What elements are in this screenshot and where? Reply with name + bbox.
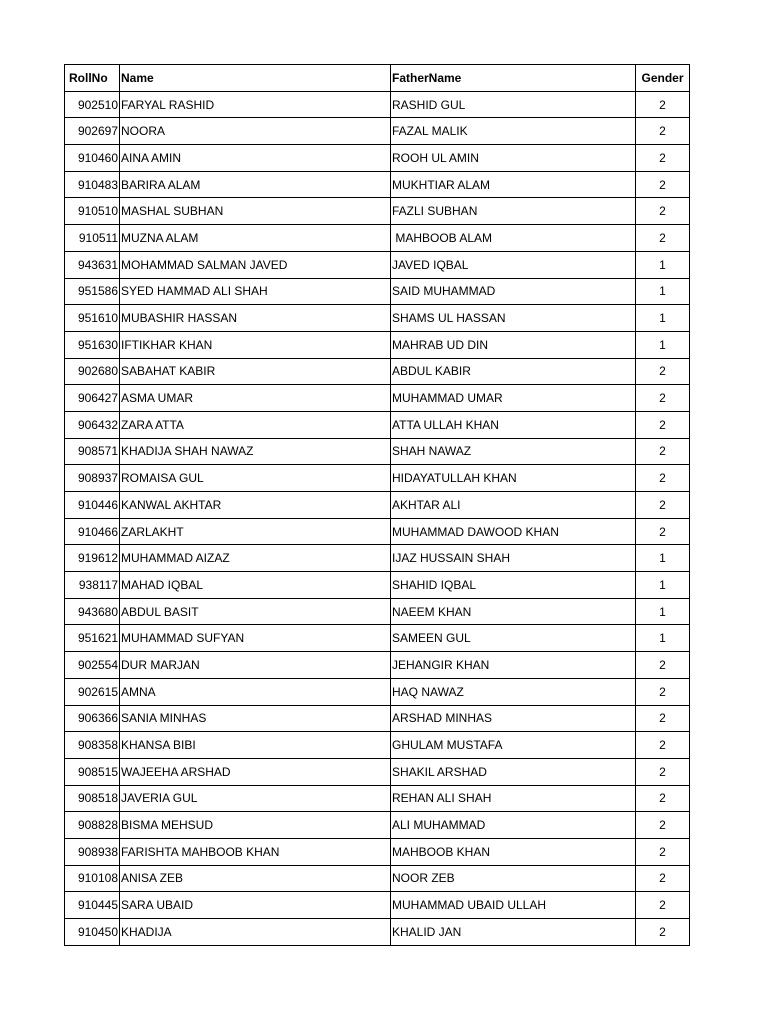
fathername-cell: NOOR ZEB [391, 865, 636, 892]
fathername-cell: ALI MUHAMMAD [391, 812, 636, 839]
fathername-cell: SHAH NAWAZ [391, 438, 636, 465]
table-row [65, 465, 690, 492]
name-header: Name [120, 65, 391, 92]
table-row [65, 225, 690, 252]
gender-cell: 2 [636, 91, 690, 118]
gender-cell: 2 [636, 465, 690, 492]
table-row [65, 438, 690, 465]
gender-cell: 1 [636, 278, 690, 305]
student-table [64, 64, 690, 946]
rollno-cell: 938117 [65, 572, 120, 599]
fathername-cell: JAVED IQBAL [391, 251, 636, 278]
rollno-cell: 902697 [65, 118, 120, 145]
rollno-cell: 908937 [65, 465, 120, 492]
table-row [65, 385, 690, 412]
table-row [65, 598, 690, 625]
fathername-cell: MAHBOOB ALAM [391, 225, 636, 252]
gender-cell: 2 [636, 518, 690, 545]
gender-cell: 2 [636, 785, 690, 812]
fathername-cell: MUHAMMAD UBAID ULLAH [391, 892, 636, 919]
name-cell: ANISA ZEB [120, 865, 391, 892]
gender-cell: 1 [636, 331, 690, 358]
table-row [65, 678, 690, 705]
fathername-cell: ARSHAD MINHAS [391, 705, 636, 732]
rollno-cell: 902554 [65, 652, 120, 679]
table-row [65, 705, 690, 732]
rollno-cell: 906432 [65, 411, 120, 438]
gender-cell: 1 [636, 625, 690, 652]
fathername-cell: HIDAYATULLAH KHAN [391, 465, 636, 492]
table-row [65, 171, 690, 198]
name-cell: BISMA MEHSUD [120, 812, 391, 839]
name-cell: MASHAL SUBHAN [120, 198, 391, 225]
fathername-cell: MUHAMMAD UMAR [391, 385, 636, 412]
gender-cell: 2 [636, 385, 690, 412]
table-row [65, 198, 690, 225]
table-row [65, 411, 690, 438]
name-cell: BARIRA ALAM [120, 171, 391, 198]
gender-cell: 2 [636, 438, 690, 465]
table-row [65, 892, 690, 919]
gender-cell: 1 [636, 251, 690, 278]
fathername-cell: ATTA ULLAH KHAN [391, 411, 636, 438]
gender-cell: 2 [636, 838, 690, 865]
rollno-cell: 908515 [65, 758, 120, 785]
fathername-cell: MUKHTIAR ALAM [391, 171, 636, 198]
rollno-cell: 908938 [65, 838, 120, 865]
name-cell: ZARA ATTA [120, 411, 391, 438]
name-cell: AINA AMIN [120, 145, 391, 172]
table-row [65, 91, 690, 118]
table-row [65, 518, 690, 545]
rollno-cell: 910460 [65, 145, 120, 172]
fathername-cell: FAZLI SUBHAN [391, 198, 636, 225]
gender-cell: 1 [636, 598, 690, 625]
fathername-cell: GHULAM MUSTAFA [391, 732, 636, 759]
rollno-cell: 943631 [65, 251, 120, 278]
fathername-cell: REHAN ALI SHAH [391, 785, 636, 812]
gender-cell: 2 [636, 145, 690, 172]
name-cell: FARISHTA MAHBOOB KHAN [120, 838, 391, 865]
gender-cell: 2 [636, 705, 690, 732]
table-row [65, 838, 690, 865]
rollno-cell: 910511 [65, 225, 120, 252]
fathername-cell: IJAZ HUSSAIN SHAH [391, 545, 636, 572]
gender-cell: 2 [636, 411, 690, 438]
table-row [65, 919, 690, 946]
name-cell: AMNA [120, 678, 391, 705]
gender-cell: 1 [636, 572, 690, 599]
table-row [65, 145, 690, 172]
rollno-cell: 919612 [65, 545, 120, 572]
gender-cell: 2 [636, 919, 690, 946]
rollno-header: RollNo [65, 65, 120, 92]
fathername-cell: SAID MUHAMMAD [391, 278, 636, 305]
name-cell: ASMA UMAR [120, 385, 391, 412]
name-cell: KHADIJA [120, 919, 391, 946]
gender-cell: 2 [636, 758, 690, 785]
gender-cell: 2 [636, 118, 690, 145]
name-cell: MUHAMMAD AIZAZ [120, 545, 391, 572]
table-row [65, 545, 690, 572]
fathername-header: FatherName [391, 65, 636, 92]
fathername-cell: ABDUL KABIR [391, 358, 636, 385]
rollno-cell: 906366 [65, 705, 120, 732]
rollno-cell: 951586 [65, 278, 120, 305]
name-cell: MUZNA ALAM [120, 225, 391, 252]
fathername-cell: NAEEM KHAN [391, 598, 636, 625]
table-row [65, 625, 690, 652]
table-row [65, 278, 690, 305]
table-row [65, 492, 690, 519]
name-cell: DUR MARJAN [120, 652, 391, 679]
fathername-cell: SAMEEN GUL [391, 625, 636, 652]
gender-cell: 2 [636, 652, 690, 679]
rollno-cell: 943680 [65, 598, 120, 625]
gender-cell: 2 [636, 732, 690, 759]
name-cell: ZARLAKHT [120, 518, 391, 545]
table-row [65, 251, 690, 278]
name-cell: WAJEEHA ARSHAD [120, 758, 391, 785]
gender-cell: 1 [636, 305, 690, 332]
rollno-cell: 951610 [65, 305, 120, 332]
fathername-cell: FAZAL MALIK [391, 118, 636, 145]
gender-cell: 2 [636, 358, 690, 385]
table-header-row [65, 65, 690, 92]
name-cell: ROMAISA GUL [120, 465, 391, 492]
gender-cell: 1 [636, 545, 690, 572]
rollno-cell: 951630 [65, 331, 120, 358]
fathername-cell: MUHAMMAD DAWOOD KHAN [391, 518, 636, 545]
name-cell: FARYAL RASHID [120, 91, 391, 118]
gender-cell: 2 [636, 492, 690, 519]
table-row [65, 572, 690, 599]
rollno-cell: 908571 [65, 438, 120, 465]
table-row [65, 758, 690, 785]
table-row [65, 331, 690, 358]
fathername-cell: KHALID JAN [391, 919, 636, 946]
name-cell: SYED HAMMAD ALI SHAH [120, 278, 391, 305]
rollno-cell: 910108 [65, 865, 120, 892]
fathername-cell: HAQ NAWAZ [391, 678, 636, 705]
rollno-cell: 910483 [65, 171, 120, 198]
table-row [65, 785, 690, 812]
table-body [65, 91, 690, 945]
table-row [65, 652, 690, 679]
rollno-cell: 910450 [65, 919, 120, 946]
gender-header: Gender [636, 65, 690, 92]
gender-cell: 2 [636, 892, 690, 919]
name-cell: IFTIKHAR KHAN [120, 331, 391, 358]
name-cell: KANWAL AKHTAR [120, 492, 391, 519]
gender-cell: 2 [636, 198, 690, 225]
rollno-cell: 908828 [65, 812, 120, 839]
fathername-cell: AKHTAR ALI [391, 492, 636, 519]
name-cell: MUHAMMAD SUFYAN [120, 625, 391, 652]
table-row [65, 865, 690, 892]
fathername-cell: ROOH UL AMIN [391, 145, 636, 172]
rollno-cell: 902510 [65, 91, 120, 118]
name-cell: KHANSA BIBI [120, 732, 391, 759]
name-cell: NOORA [120, 118, 391, 145]
gender-cell: 2 [636, 225, 690, 252]
fathername-cell: MAHRAB UD DIN [391, 331, 636, 358]
rollno-cell: 910445 [65, 892, 120, 919]
rollno-cell: 908518 [65, 785, 120, 812]
fathername-cell: JEHANGIR KHAN [391, 652, 636, 679]
rollno-cell: 902680 [65, 358, 120, 385]
table-row [65, 732, 690, 759]
fathername-cell: SHAMS UL HASSAN [391, 305, 636, 332]
name-cell: MOHAMMAD SALMAN JAVED [120, 251, 391, 278]
rollno-cell: 951621 [65, 625, 120, 652]
name-cell: KHADIJA SHAH NAWAZ [120, 438, 391, 465]
rollno-cell: 902615 [65, 678, 120, 705]
fathername-cell: SHAHID IQBAL [391, 572, 636, 599]
name-cell: SABAHAT KABIR [120, 358, 391, 385]
rollno-cell: 906427 [65, 385, 120, 412]
gender-cell: 2 [636, 171, 690, 198]
fathername-cell: RASHID GUL [391, 91, 636, 118]
rollno-cell: 908358 [65, 732, 120, 759]
name-cell: JAVERIA GUL [120, 785, 391, 812]
name-cell: SARA UBAID [120, 892, 391, 919]
rollno-cell: 910446 [65, 492, 120, 519]
fathername-cell: SHAKIL ARSHAD [391, 758, 636, 785]
fathername-cell: MAHBOOB KHAN [391, 838, 636, 865]
name-cell: MUBASHIR HASSAN [120, 305, 391, 332]
rollno-cell: 910510 [65, 198, 120, 225]
rollno-cell: 910466 [65, 518, 120, 545]
gender-cell: 2 [636, 812, 690, 839]
gender-cell: 2 [636, 678, 690, 705]
table-row [65, 305, 690, 332]
name-cell: ABDUL BASIT [120, 598, 391, 625]
name-cell: SANIA MINHAS [120, 705, 391, 732]
name-cell: MAHAD IQBAL [120, 572, 391, 599]
table-row [65, 118, 690, 145]
table-row [65, 358, 690, 385]
gender-cell: 2 [636, 865, 690, 892]
table-row [65, 812, 690, 839]
